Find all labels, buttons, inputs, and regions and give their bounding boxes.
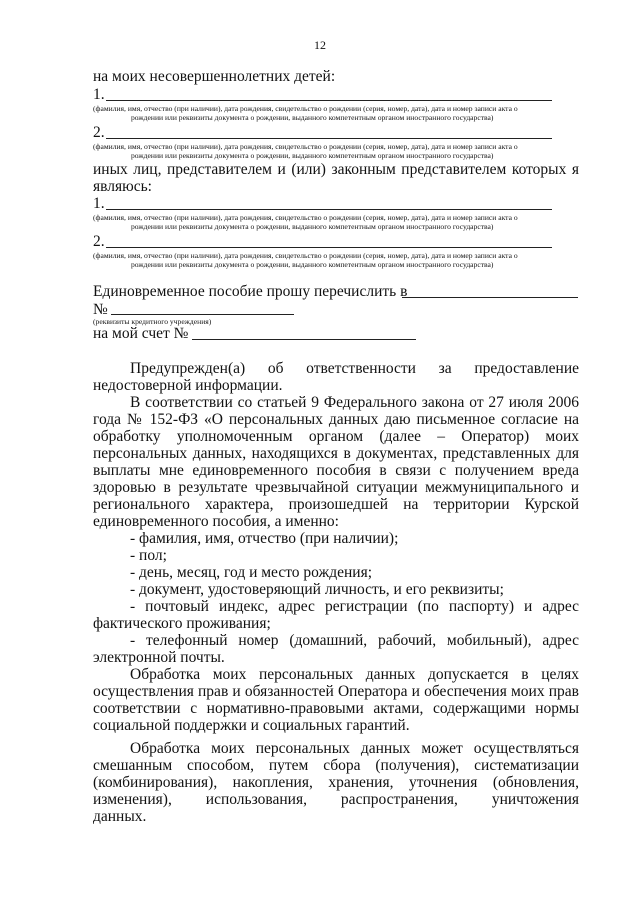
consent-line-6: здоровью в результате чрезвычайной ситуации межмуниципального и (93, 479, 579, 496)
consent-line-2: года № 152-ФЗ «О персональных данных даю письменное согласие на (93, 411, 579, 428)
list-item-phone-1: - телефонный номер (домашний, рабочий, мобильный), адрес (130, 632, 579, 649)
others-line1: иных лиц, представителем и (или) законным представителем которых я (93, 161, 579, 178)
method-line-1: Обработка моих персональных данных может осуществляться (130, 740, 579, 757)
account-line (192, 339, 416, 340)
list-item-birth: - день, месяц, год и место рождения; (130, 564, 373, 581)
other-2-caption-line2: рождении или реквизиты документа о рождении, выданного компетентным органом иностранного государства) (131, 260, 494, 269)
child-1-number: 1. (93, 86, 105, 103)
account-text: на мой счет № (93, 325, 189, 342)
purpose-line-4: социальной поддержки и социальных гарантий. (93, 717, 410, 734)
other-1-caption-line1: (фамилия, имя, отчество (при наличии), дата рождения, свидетельство о рождении (серия, номер, дата), дата и номер записи акта о (93, 213, 518, 222)
method-line-5: данных. (93, 808, 147, 825)
child-2-number: 2. (93, 124, 105, 141)
child-1-caption-line1: (фамилия, имя, отчество (при наличии), дата рождения, свидетельство о рождении (серия, номер, дата), дата и номер записи акта о (93, 104, 518, 113)
other-1-caption-line2: рождении или реквизиты документа о рождении, выданного компетентным органом иностранного государства) (131, 222, 494, 231)
bank-no-sign: № (93, 301, 108, 318)
consent-line-4: персональных данных, находящихся в документах, представленных для (93, 445, 579, 462)
list-item-address-1: - почтовый индекс, адрес регистрации (по паспорту) и адрес (130, 598, 579, 615)
bank-caption: (реквизиты кредитного учреждения) (93, 317, 212, 326)
consent-line-1: В соответствии со статьей 9 Федерального закона от 27 июля 2006 (130, 394, 579, 411)
warning-line-2: недостоверной информации. (93, 377, 283, 394)
other-1-line (106, 209, 552, 210)
other-2-number: 2. (93, 233, 105, 250)
purpose-line-2: осуществления прав и обязанностей Оператора и обеспечения моих прав (93, 683, 579, 700)
others-line2: являюсь: (93, 178, 152, 195)
list-item-address-2: фактического проживания; (93, 615, 271, 632)
child-2-caption-line1: (фамилия, имя, отчество (при наличии), дата рождения, свидетельство о рождении (серия, номер, дата), дата и номер записи акта о (93, 142, 518, 151)
warning-line-1: Предупрежден(а) об ответственности за предоставление (130, 360, 579, 377)
other-2-caption-line1: (фамилия, имя, отчество (при наличии), дата рождения, свидетельство о рождении (серия, номер, дата), дата и номер записи акта о (93, 251, 518, 260)
consent-line-8: единовременного пособия, а именно: (93, 513, 339, 530)
purpose-line-1: Обработка моих персональных данных допускается в целях (130, 666, 579, 683)
consent-line-5: выплаты мне единовременного пособия в связи с получением вреда (93, 462, 579, 479)
child-2-line (106, 138, 552, 139)
child-1-caption-line2: рождении или реквизиты документа о рождении, выданного компетентным органом иностранного государства) (131, 113, 494, 122)
children-heading: на моих несовершеннолетних детей: (93, 68, 336, 85)
purpose-line-3: соответствии с нормативно-правовыми актами, содержащими нормы (93, 700, 579, 717)
method-line-2: смешанным способом, путем сбора (получения), систематизации (93, 757, 579, 774)
list-item-document: - документ, удостоверяющий личность, и его реквизиты; (130, 581, 504, 598)
consent-line-7: регионального характера, произошедшей на территории Курской (93, 496, 579, 513)
page-number: 12 (314, 38, 326, 52)
bank-line-1 (402, 297, 578, 298)
list-item-phone-2: электронной почты. (93, 649, 225, 666)
child-2-caption-line2: рождении или реквизиты документа о рождении, выданного компетентным органом иностранного государства) (131, 151, 494, 160)
bank-line-2 (111, 314, 294, 315)
other-2-line (106, 247, 552, 248)
consent-line-3: обработку уполномоченным органом (далее – Оператор) моих (93, 428, 579, 445)
list-item-name: - фамилия, имя, отчество (при наличии); (130, 530, 399, 547)
list-item-gender: - пол; (130, 547, 167, 564)
method-line-4: изменения), использования, распространения, уничтожения (93, 791, 579, 808)
child-1-line (106, 100, 552, 101)
method-line-3: (комбинирования), накопления, хранения, уточнения (обновления, (93, 774, 579, 791)
payment-text: Единовременное пособие прошу перечислить в (93, 283, 408, 300)
other-1-number: 1. (93, 195, 105, 212)
